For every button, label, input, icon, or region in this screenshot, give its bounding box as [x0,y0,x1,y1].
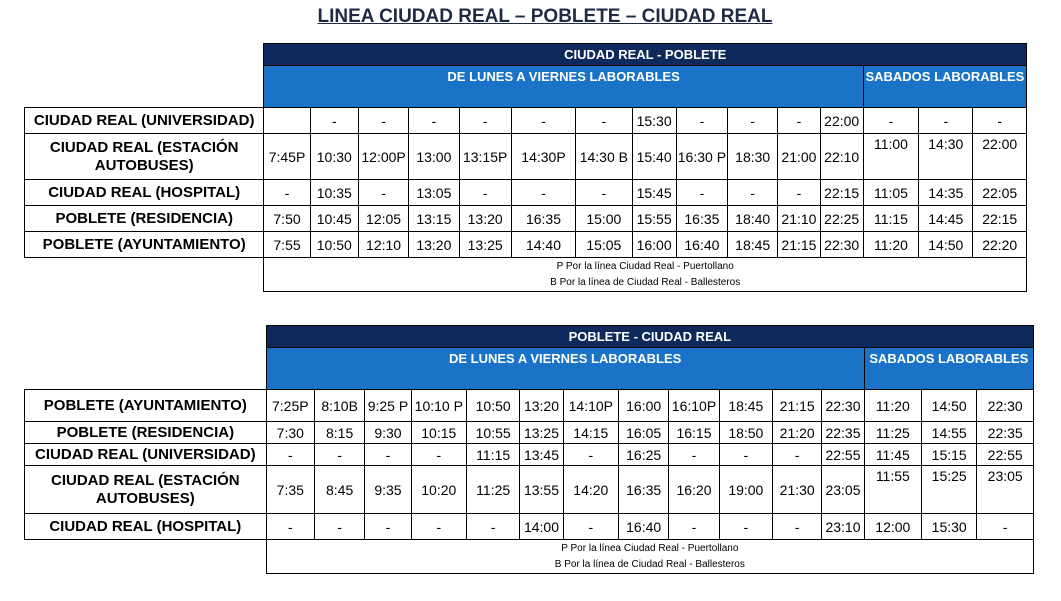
page-title: LINEA CIUDAD REAL – POBLETE – CIUDAD REAL [317,6,773,27]
saturday-time-cell: 22:20 [973,232,1027,258]
saturday-time-cell: - [973,108,1027,134]
weekday-time-cell: 10:50 [310,232,358,258]
weekday-time-cell: 22:10 [820,134,863,180]
weekday-time-cell: - [266,514,314,540]
saturday-time-cell: 22:15 [973,206,1027,232]
weekday-time-cell: 15:00 [576,206,632,232]
weekday-time-cell: - [411,514,466,540]
weekday-time-cell: - [576,108,632,134]
note-spacer [25,275,264,292]
note-row [25,258,1027,275]
weekday-time-cell: 16:40 [676,232,727,258]
weekday-time-cell: 16:35 [619,466,669,514]
weekday-time-cell: 9:25 P [365,390,411,422]
stop-name: CIUDAD REAL (ESTACIÓN AUTOBUSES) [25,134,264,180]
weekday-time-cell: 18:45 [719,390,772,422]
saturday-time-cell: 23:05 [977,466,1034,514]
corner-blank [25,326,267,390]
weekday-time-cell: - [314,444,364,466]
saturday-time-cell: 12:00 [864,514,921,540]
weekday-time-cell: 9:30 [365,422,411,444]
saturday-time-cell: 14:50 [919,232,973,258]
note-row [25,557,1034,574]
weekday-time-cell: 10:10 P [411,390,466,422]
weekday-time-cell: - [310,108,358,134]
weekday-time-cell: 12:00P [358,134,408,180]
footnote: P Por la línea Ciudad Real - Puertollano [266,540,1033,557]
stop-name: POBLETE (RESIDENCIA) [25,206,264,232]
weekday-time-cell: 13:20 [409,232,459,258]
weekday-time-cell: - [719,444,772,466]
weekday-time-cell: 23:05 [822,466,864,514]
table-row [25,444,1034,466]
weekday-time-cell: - [719,514,772,540]
stop-name: POBLETE (AYUNTAMIENTO) [25,232,264,258]
weekday-time-cell: 7:35 [266,466,314,514]
weekday-time-cell: 22:30 [822,390,864,422]
weekday-time-cell: 16:20 [669,466,719,514]
footnote: B Por la línea de Ciudad Real - Ballesteros [266,557,1033,574]
weekday-time-cell: 15:45 [632,180,676,206]
stop-name: POBLETE (RESIDENCIA) [25,422,267,444]
weekday-time-cell: 21:15 [778,232,820,258]
weekday-time-cell: 21:20 [773,422,822,444]
weekday-time-cell: - [778,180,820,206]
saturday-time-cell: 22:05 [973,180,1027,206]
weekday-time-cell: - [358,180,408,206]
weekday-time-cell: - [358,108,408,134]
weekday-time-cell: 10:30 [310,134,358,180]
saturday-time-cell: 11:00 [863,134,918,180]
stop-name: POBLETE (AYUNTAMIENTO) [25,390,267,422]
weekday-time-cell: 13:15P [459,134,511,180]
weekday-time-cell: 10:15 [411,422,466,444]
header-row-route [25,44,1027,66]
stop-name: CIUDAD REAL (HOSPITAL) [25,514,267,540]
weekday-time-cell: 13:25 [459,232,511,258]
weekday-time-cell: - [676,108,727,134]
saturday-time-cell: 11:20 [864,390,921,422]
saturday-time-cell: 14:45 [919,206,973,232]
weekday-time-cell: 8:10B [314,390,364,422]
stop-name: CIUDAD REAL (HOSPITAL) [25,180,264,206]
weekday-time-cell: 12:10 [358,232,408,258]
weekday-time-cell: 22:55 [822,444,864,466]
weekday-time-cell: 22:15 [820,180,863,206]
weekday-time-cell: 13:20 [459,206,511,232]
weekday-time-cell: 11:25 [466,466,519,514]
saturday-time-cell: 11:05 [863,180,918,206]
weekday-time-cell: 14:20 [563,466,618,514]
weekday-time-cell: 16:25 [619,444,669,466]
weekday-header: DE LUNES A VIERNES LABORABLES [264,66,863,108]
weekday-time-cell: 22:00 [820,108,863,134]
saturday-time-cell: 14:35 [919,180,973,206]
table-row [25,206,1027,232]
weekday-time-cell: 13:45 [520,444,563,466]
saturday-time-cell: 22:55 [977,444,1034,466]
weekday-time-cell: 22:30 [820,232,863,258]
weekday-time-cell: 15:30 [632,108,676,134]
weekday-time-cell: - [778,108,820,134]
header-row-route [25,326,1034,348]
stop-name: CIUDAD REAL (ESTACIÓN AUTOBUSES) [25,466,267,514]
weekday-time-cell: - [511,180,575,206]
weekday-time-cell: 16:15 [669,422,719,444]
weekday-time-cell: 13:05 [409,180,459,206]
weekday-time-cell: - [773,444,822,466]
weekday-time-cell: - [728,108,778,134]
weekday-time-cell: 21:15 [773,390,822,422]
saturday-time-cell: 14:30 [919,134,973,180]
weekday-time-cell: 21:00 [778,134,820,180]
stop-name: CIUDAD REAL (UNIVERSIDAD) [25,108,264,134]
note-row [25,275,1027,292]
saturday-time-cell: 15:25 [922,466,977,514]
weekday-time-cell: 10:20 [411,466,466,514]
weekday-time-cell: 21:30 [773,466,822,514]
weekday-time-cell: 8:45 [314,466,364,514]
footnote: P Por la línea Ciudad Real - Puertollano [264,258,1027,275]
saturday-time-cell: 14:55 [922,422,977,444]
weekday-time-cell: 13:15 [409,206,459,232]
weekday-header: DE LUNES A VIERNES LABORABLES [266,348,864,390]
table-row [25,390,1034,422]
schedule-table-ciudad-real-poblete [24,43,1027,292]
weekday-time-cell: - [409,108,459,134]
saturday-time-cell: - [977,514,1034,540]
table-row [25,422,1034,444]
weekday-time-cell: - [728,180,778,206]
weekday-time-cell: 15:55 [632,206,676,232]
weekday-time-cell: - [266,444,314,466]
saturday-time-cell: 11:25 [864,422,921,444]
saturday-time-cell: 11:55 [864,466,921,514]
weekday-time-cell: - [365,444,411,466]
weekday-time-cell: 15:40 [632,134,676,180]
saturday-time-cell: 11:15 [863,206,918,232]
weekday-time-cell: 14:30 B [576,134,632,180]
weekday-time-cell: - [511,108,575,134]
saturday-time-cell: 15:15 [922,444,977,466]
table-row [25,134,1027,180]
saturday-time-cell: 14:50 [922,390,977,422]
weekday-time-cell: - [563,514,618,540]
weekday-time-cell: - [411,444,466,466]
weekday-time-cell: 10:55 [466,422,519,444]
weekday-time-cell: 18:30 [728,134,778,180]
weekday-time-cell: 12:05 [358,206,408,232]
saturday-time-cell: 11:20 [863,232,918,258]
weekday-time-cell: - [264,180,310,206]
schedule-body [25,326,1034,574]
note-spacer [25,557,267,574]
weekday-time-cell: 18:45 [728,232,778,258]
weekday-time-cell: 7:50 [264,206,310,232]
weekday-time-cell: - [365,514,411,540]
weekday-time-cell: - [773,514,822,540]
weekday-time-cell: 10:35 [310,180,358,206]
weekday-time-cell: 7:30 [266,422,314,444]
weekday-time-cell: 18:50 [719,422,772,444]
saturday-time-cell: - [863,108,918,134]
table-row [25,232,1027,258]
saturday-time-cell: 22:30 [977,390,1034,422]
weekday-time-cell: 13:25 [520,422,563,444]
weekday-time-cell: 9:35 [365,466,411,514]
weekday-time-cell: - [459,180,511,206]
weekday-time-cell [264,108,310,134]
weekday-time-cell: - [563,444,618,466]
saturday-time-cell: 15:30 [922,514,977,540]
weekday-time-cell: 16:35 [676,206,727,232]
saturday-header: SABADOS LABORABLES [863,66,1026,108]
weekday-time-cell: 16:00 [619,390,669,422]
weekday-time-cell: 11:15 [466,444,519,466]
saturday-time-cell: 22:35 [977,422,1034,444]
corner-blank [25,44,264,108]
weekday-time-cell: 13:00 [409,134,459,180]
weekday-time-cell: 14:15 [563,422,618,444]
weekday-time-cell: - [669,514,719,540]
weekday-time-cell: - [669,444,719,466]
weekday-time-cell: 22:35 [822,422,864,444]
weekday-time-cell: 13:20 [520,390,563,422]
footnote: B Por la línea de Ciudad Real - Ballesteros [264,275,1027,292]
weekday-time-cell: 13:55 [520,466,563,514]
weekday-time-cell: 21:10 [778,206,820,232]
saturday-time-cell: - [919,108,973,134]
weekday-time-cell: 8:15 [314,422,364,444]
weekday-time-cell: 14:00 [520,514,563,540]
weekday-time-cell: 7:55 [264,232,310,258]
schedule-table-poblete-ciudad-real [24,325,1034,574]
weekday-time-cell: 10:45 [310,206,358,232]
weekday-time-cell: 22:25 [820,206,863,232]
weekday-time-cell: - [466,514,519,540]
weekday-time-cell: - [459,108,511,134]
weekday-time-cell: 7:25P [266,390,314,422]
weekday-time-cell: 16:30 P [676,134,727,180]
weekday-time-cell: 14:30P [511,134,575,180]
weekday-time-cell: 19:00 [719,466,772,514]
weekday-time-cell: 16:10P [669,390,719,422]
saturday-header: SABADOS LABORABLES [864,348,1033,390]
table-row [25,180,1027,206]
weekday-time-cell: 7:45P [264,134,310,180]
weekday-time-cell: 10:50 [466,390,519,422]
weekday-time-cell: 18:40 [728,206,778,232]
weekday-time-cell: 16:35 [511,206,575,232]
route-header: CIUDAD REAL - POBLETE [264,44,1027,66]
weekday-time-cell: 16:40 [619,514,669,540]
table-row [25,108,1027,134]
weekday-time-cell: 14:40 [511,232,575,258]
weekday-time-cell: 16:00 [632,232,676,258]
weekday-time-cell: - [314,514,364,540]
weekday-time-cell: - [576,180,632,206]
weekday-time-cell: - [676,180,727,206]
weekday-time-cell: 15:05 [576,232,632,258]
note-spacer [25,258,264,275]
saturday-time-cell: 22:00 [973,134,1027,180]
weekday-time-cell: 23:10 [822,514,864,540]
route-header: POBLETE - CIUDAD REAL [266,326,1033,348]
note-spacer [25,540,267,557]
note-row [25,540,1034,557]
stop-name: CIUDAD REAL (UNIVERSIDAD) [25,444,267,466]
table-row [25,514,1034,540]
weekday-time-cell: 14:10P [563,390,618,422]
schedule-body [25,44,1027,292]
table-row [25,466,1034,514]
weekday-time-cell: 16:05 [619,422,669,444]
saturday-time-cell: 11:45 [864,444,921,466]
